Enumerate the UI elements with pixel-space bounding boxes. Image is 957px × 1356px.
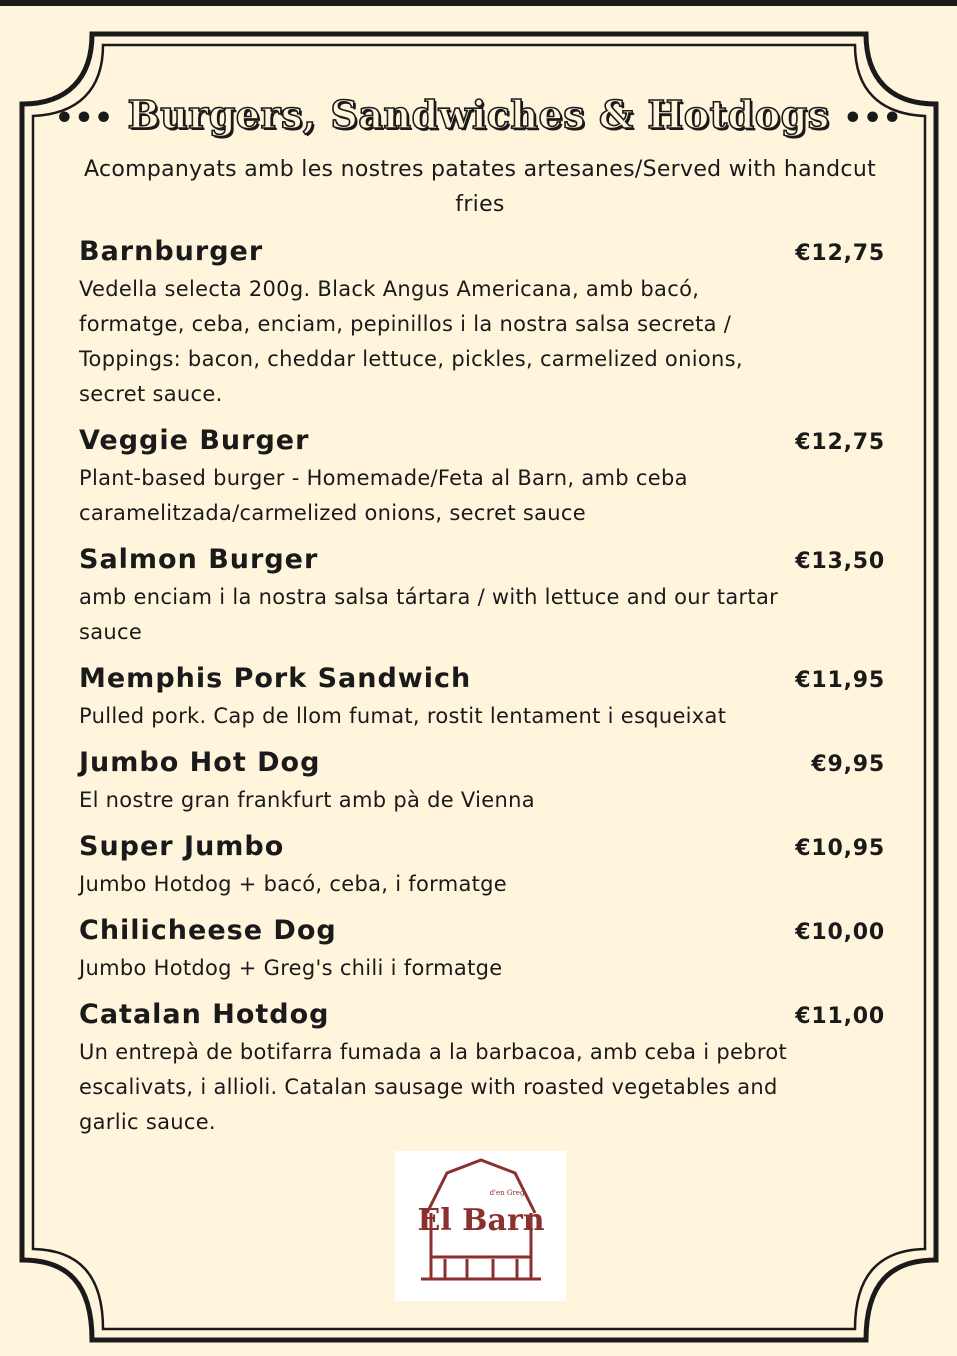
item-price: €9,95: [811, 752, 885, 777]
item-name: Super Jumbo: [79, 831, 285, 862]
menu-item: [79, 425, 885, 531]
item-description: Pulled pork. Cap de llom fumat, rostit lentament i esqueixat: [79, 704, 727, 728]
menu-item: [79, 999, 885, 1140]
menu-item: [79, 544, 885, 650]
item-description: Jumbo Hotdog + Greg's chili i formatge: [79, 956, 503, 980]
item-name: Memphis Pork Sandwich: [79, 663, 472, 694]
svg-text:El Barn: El Barn: [417, 1203, 545, 1238]
item-price: €10,00: [795, 920, 885, 945]
title-dots-right: •••: [843, 101, 903, 136]
menu-item: [79, 915, 885, 986]
item-description: Vedella selecta 200g. Black Angus Americana, amb bacó, formatge, ceba, enciam, pepinillos i la nostra salsa secreta / Toppings: bacon, cheddar lettuce, pickles, carmelized onions, secret sauce.: [79, 277, 743, 406]
title-dots-left: •••: [54, 101, 114, 136]
item-price: €11,95: [795, 668, 885, 693]
item-price: €13,50: [795, 549, 885, 574]
item-name: Salmon Burger: [79, 544, 319, 575]
page-title: [0, 92, 957, 137]
svg-text:d'en Greg: d'en Greg: [489, 1189, 525, 1197]
item-description: amb enciam i la nostra salsa tártara / with lettuce and our tartar sauce: [79, 585, 779, 644]
item-price: €11,00: [795, 1004, 885, 1029]
title-text: Burgers, Sandwiches & Hotdogs: [127, 92, 830, 137]
item-price: €12,75: [795, 241, 885, 266]
item-description: Un entrepà de botifarra fumada a la barbacoa, amb ceba i pebrot escalivats, i allioli. Catalan sausage with roasted vegetables and garlic sauce.: [79, 1040, 788, 1134]
el-barn-logo: [395, 1151, 566, 1301]
item-name: Catalan Hotdog: [79, 999, 330, 1030]
menu-item: [79, 663, 885, 734]
menu-item: [79, 831, 885, 902]
item-name: Barnburger: [79, 236, 264, 267]
menu-list: [79, 236, 885, 1153]
item-name: Chilicheese Dog: [79, 915, 337, 946]
menu-item: [79, 747, 885, 818]
item-description: Plant-based burger - Homemade/Feta al Barn, amb ceba caramelitzada/carmelized onions, secret sauce: [79, 466, 688, 525]
menu-subtitle: Acompanyats amb les nostres patates artesanes/Served with handcut fries: [83, 157, 876, 217]
menu-item: [79, 236, 885, 412]
item-description: El nostre gran frankfurt amb pà de Vienna: [79, 788, 535, 812]
item-price: €10,95: [795, 836, 885, 861]
item-description: Jumbo Hotdog + bacó, ceba, i formatge: [79, 872, 508, 896]
item-name: Jumbo Hot Dog: [79, 747, 321, 778]
barn-logo-icon: [395, 1151, 566, 1301]
item-name: Veggie Burger: [79, 425, 310, 456]
item-price: €12,75: [795, 430, 885, 455]
